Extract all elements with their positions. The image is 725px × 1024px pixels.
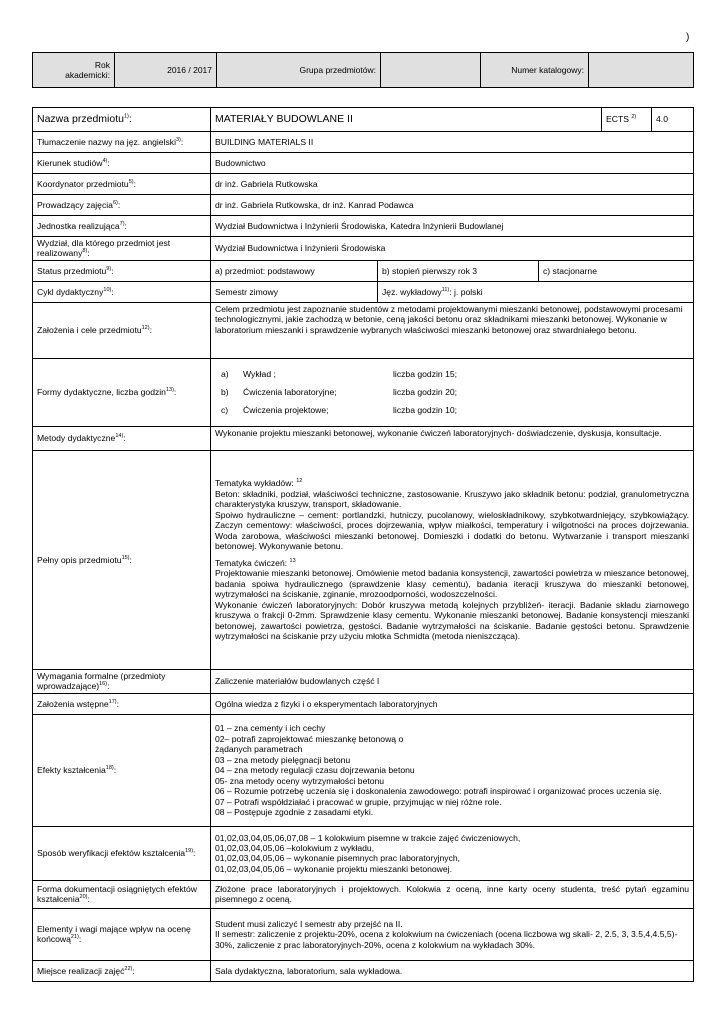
verification-value: 01,02,03,04,05,06,07,08 – 1 kolokwium pisemne w trakcie zajęć ćwiczeniowych, 01,02,03,04,05,06 –kolokwium z wykładu, 01,02,03,04,05,06 – wykonanie pisemnych prac laboratoryjnych, 01,02,03,04,05,06 – wykonanie projektu mieszanki betonowej. [211,826,694,880]
english-name-value: BUILDING MATERIALS II [211,132,694,153]
subject-group-label: Grupa przedmiotów: [217,53,381,88]
lectures-topics-text: Beton: składniki, podział, właściwości techniczne, zastosowanie. Kruszywo jako składnik betonu: podział, granulometryczna charakterystyka kruszyw, transport, składowanie. Spoiwo hydrauliczne – cement: portlandzki, hutniczy, pucolanowy, wieloskładnikowy, szybkotwardniejący, szybkowiążący. Zaczyn cementowy: właściwości, proces dojrzewania, wpływ miałkości, temperatury i wilgotności na proces dojrzewania. Woda zarobowa, właściwości mieszanki betonowej. Domieszki i dodatki do betonu. Wytwarzanie i transport mieszanki betonowej. Wykonywanie betonu. [215,488,690,552]
cycle-value: Semestr zimowy [211,281,378,302]
forms-list [211,358,694,426]
field-of-study-value: Budownictwo [211,153,694,174]
faculty-label: Wydział, dla którego przedmiot jest realizowany [37,238,171,259]
location-label: Miejsce realizacji zajęć [37,965,125,976]
catalog-number-value [589,53,694,88]
language-value: : j. polski [449,286,483,297]
prerequisites-label: Założenia wstępne [37,698,109,709]
learning-outcomes-label: Efekty kształcenia [37,765,106,776]
aims-value: Celem przedmiotu jest zapoznanie studentów z metodami projektowanymi mieszanki betonowej, podstawowymi procesami technologicznymi, jakie zachodzą w betonie, ceną jakości betonu oraz składnikami mieszanki betonowej. Wykonanie w laboratorium mieszanki i sprawdzenie wybranych właściwości mieszanki betonowej oraz stwardniałego betonu. [211,302,694,358]
exercises-topics-title: Tematyka ćwiczeń: [215,557,290,568]
subject-name-value: MATERIAŁY BUDOWLANE II [211,108,602,132]
cycle-label: Cykl dydaktyczny [37,286,104,297]
forms-item: a) Wykład ; liczba godzin 15; [221,369,458,380]
subject-name-label: Nazwa przedmiotu [37,113,124,126]
field-of-study-label: Kierunek studiów [37,157,103,168]
subject-group-value [381,53,481,88]
subject-name-row: Nazwa przedmiotu$^{1)}$: MATERIAŁY BUDOWLANE II ECTS $^{2)}$ 4.0 [33,108,694,132]
syllabus-table: Nazwa przedmiotu$^{1)}$: MATERIAŁY BUDOWLANE II ECTS $^{2)}$ 4.0 Tłumaczenie nazwy na jęz. angielski$^{3)}$: BUILDING MATERIALS II Kierunek studiów$^{4)}$: Budownictwo Koordynator przedmiotu$^{5)}$: dr inż. Gabriela Rutkowska Prowadzący zajęcia$^{6)}$: dr inż. Gabriela Rutkowska, dr inż. Kanrad Podawca Jednostka realizująca$^{7)}$: Wydział Budownictwa i Inżynierii Środowiska, Katedra Inżynierii Budowlanej Wydział, dla którego przedmiot jest realizowany$^{8)}$: Wydział Budownictwa i Inżynierii Środowiska Status przedmiotu$^{9)}$: a) przedmiot: podstawowy b) stopień pierwszy rok 3 c) stacjonarne Cykl dydaktyczny$^{10)}$: Semestr zimowy Jęz. wykładowy$^{11)}$: j. polski Założenia i cele przedmiotu$^{12)}$: Celem przedmiotu jest zapoznanie studentów z metodami projektowanymi mieszanki betonowej, podstawowymi procesami technologicznymi, jakie zachodzą w betonie, ceną jakości betonu oraz składnikami mieszanki betonowej. Wykonanie w laboratorium mieszanki i sprawdzenie wybranych właściwości mieszanki betonowej oraz stwardniałego betonu. Formy dydaktyczne, liczba godzin$^{13)}$: a) Wykład ; liczba godzin 15; b) Ćwiczenia laboratoryjne; liczba godzin 20; c) Ćwiczenia projektowe; liczba godzin 10; Metody dydaktyczne$^{14)}$: Wykonanie projektu mieszanki betonowej, wykonanie ćwiczeń laboratoryjnych- doświadczenie, dyskusja, konsultacje. Pełny opis przedmiotu$^{15)}$: Tematyka wykładów: $^{12}$ Beton: składniki, podział, właściwości techniczne, zastosowanie. Kruszywo jako składnik betonu: podział, granulometryczna charakterystyka kruszyw, transport, składowanie. Spoiwo hydrauliczne – cement: portlandzki, hutniczy, pucolanowy, wieloskładnikowy, szybkotwardniejący, szybkowiążący. Zaczyn cementowy: właściwości, proces dojrzewania, wpływ miałkości, temperatury i wilgotności na proces dojrzewania. Woda zarobowa, właściwości mieszanki betonowej. Domieszki i dodatki do betonu. Wytwarzanie i transport mieszanki betonowej. Wykonywanie betonu. Tematyka ćwiczeń: $^{13}$ Projektowanie mieszanki betonowej. Omówienie metod badania konsystencji, zawartości powietrza w mieszance betonowej, badania spoiwa hydraulicznego (sprawdzenie klasy cementu), badania iteracji kruszywa do mieszanki betonowej, wytrzymałości na ściskanie, zginanie, mrozoodporności, wodoszczelności. Wykonanie ćwiczeń laboratoryjnych: Dobór kruszywa metodą kolejnych przybliżeń- iteracji. Badanie składu ziarnowego kruszywa o frakcji 0-2mm. Sprawdzenie klasy cementu. Wykonanie mieszanki betonowej. Badanie konsystencji mieszanki betonowej, zawartości powietrza, gęstości. Badanie wytrzymałości na ściskanie. Badanie gęstości betonu. Sprawdzenie wytrzymałości na ściskanie przy użyciu młotka Schmidta (metoda nieniszcząca). Wymagania formalne (przedmioty wprowadzające)$^{16)}$: Zaliczenie materiałów budowlanych część I Założenia wstępne$^{17)}$: Ogólna wiedza z fizyki i o eksperymentach laboratoryjnych Efekty kształcenia$^{18)}$: 01 – zna cementy i ich cechy 02– potrafi zaprojektować mieszankę betonową o żądanych parametrach 03 – zna metody pielęgnacji betonu 04 – zna metody regulacji czasu dojrzewania betonu 05- zna metody oceny wytrzymałości betonu 06 – Rozumie potrzebę uczenia się i doskonalenia zawodowego: potrafi inspirować i organizować proces uczenia się. 07 – Potrafi współdziałać i pracować w grupie, przyjmując w niej różne role. 08 – Postępuje zgodnie z zasadami etyki. Sposób weryfikacji efektów kształcenia$^{19)}$: 01,02,03,04,05,06,07,08 – 1 kolokwium pisemne w trakcie zajęć ćwiczeniowych, 01,02,03,04,05,06 –kolokwium z wykładu, 01,02,03,04,05,06 – wykonanie pisemnych prac laboratoryjnych, 01,02,03,04,05,06 – wykonanie projektu mieszanki betonowej. Forma dokumentacji osiągniętych efektów kształcenia$^{20)}$: Złożone prace laboratoryjnych i projektowych. Kolokwia z oceną, inne karty oceny studenta, treść pytań egzaminu pisemnego z oceną. Elementy i wagi mające wpływ na ocenę końcową$^{21)}$: Student musi zaliczyć I semestr aby przejść na II. II semestr: zaliczenie z projektu-20%, ocena z kolokwium na ćwiczeniach (ocena liczbowa wg skali- 2, 2.5, 3, 3.5,4,4.5,5)- 30%, zaliczenie z prac laboratoryjnych-20%, ocena z kolokwium na wykładach 30%. Miejsce realizacji zajęć$^{22)}$: Sala dydaktyczna, laboratorium, sala wykładowa. [32,107,694,982]
requirements-value: Zaliczenie materiałów budowlanych część I [211,669,694,693]
english-name-label: Tłumaczenie nazwy na jęz. angielski [37,136,176,147]
status-b: b) stopień pierwszy rok 3 [378,260,539,281]
header-table [32,52,694,88]
corner-mark: ) [686,32,690,43]
aims-label: Założenia i cele przedmiotu [37,325,142,336]
ects-value: 4.0 [652,108,694,132]
documentation-label: Forma dokumentacji osiągniętych efektów kształcenia [37,883,198,905]
catalog-number-label: Numer katalogowy: [481,53,589,88]
forms-item: b) Ćwiczenia laboratoryjne; liczba godzin 20; [221,387,458,398]
learning-outcomes-value: 01 – zna cementy i ich cechy 02– potrafi zaprojektować mieszankę betonową o żądanych parametrach 03 – zna metody pielęgnacji betonu 04 – zna metody regulacji czasu dojrzewania betonu 05- zna metody oceny wytrzymałości betonu 06 – Rozumie potrzebę uczenia się i doskonalenia zawodowego: potrafi inspirować i organizować proces uczenia się. 07 – Potrafi współdziałać i pracować w grupie, przyjmując w niej różne role. 08 – Postępuje zgodnie z zasadami etyki. [211,714,694,826]
forms-item: c) Ćwiczenia projektowe; liczba godzin 10; [221,405,458,416]
academic-year-value: 2016 / 2017 [115,53,217,88]
lectures-topics-title: Tematyka wykładów: [215,478,297,489]
coordinator-label: Koordynator przedmiotu [37,178,129,189]
exercises-topics-text: Projektowanie mieszanki betonowej. Omówienie metod badania konsystencji, zawartości powietrza w mieszance betonowej, badania spoiwa hydraulicznego (sprawdzenie klasy cementu), badania iteracji kruszywa do mieszanki betonowej, wytrzymałości na ściskanie, zginanie, mrozoodporności, wodoszczelności. Wykonanie ćwiczeń laboratoryjnych: Dobór kruszywa metodą kolejnych przybliżeń- iteracji. Badanie składu ziarnowego kruszywa o frakcji 0-2mm. Sprawdzenie klasy cementu. Wykonanie mieszanki betonowej. Badanie konsystencji mieszanki betonowej, zawartości powietrza, gęstości. Badanie wytrzymałości na ściskanie. Badanie gęstości betonu. Sprawdzenie wytrzymałości na ściskanie przy użyciu młotka Schmidta (metoda nieniszcząca). [215,568,690,642]
unit-value: Wydział Budownictwa i Inżynierii Środowiska, Katedra Inżynierii Budowlanej [211,216,694,237]
faculty-value: Wydział Budownictwa i Inżynierii Środowiska [211,237,694,261]
description-label: Pełny opis przedmiotu [37,554,122,565]
unit-label: Jednostka realizująca [37,220,120,231]
academic-year-label: Rok akademicki: [33,53,115,88]
description-value: Tematyka wykładów: $^{12}$ Beton: składniki, podział, właściwości techniczne, zastosowanie. Kruszywo jako składnik betonu: podział, granulometryczna charakterystyka kruszyw, transport, składowanie. Spoiwo hydrauliczne – cement: portlandzki, hutniczy, pucolanowy, wieloskładnikowy, szybkotwardniejący, szybkowiążący. Zaczyn cementowy: właściwości, proces dojrzewania, wpływ miałkości, temperatury i wilgotności na proces dojrzewania. Woda zarobowa, właściwości mieszanki betonowej. Domieszki i dodatki do betonu. Wytwarzanie i transport mieszanki betonowej. Wykonywanie betonu. Tematyka ćwiczeń: $^{13}$ Projektowanie mieszanki betonowej. Omówienie metod badania konsystencji, zawartości powietrza w mieszance betonowej, badania spoiwa hydraulicznego (sprawdzenie klasy cementu), badania iteracji kruszywa do mieszanki betonowej, wytrzymałości na ściskanie, zginanie, mrozoodporności, wodoszczelności. Wykonanie ćwiczeń laboratoryjnych: Dobór kruszywa metodą kolejnych przybliżeń- iteracji. Badanie składu ziarnowego kruszywa o frakcji 0-2mm. Sprawdzenie klasy cementu. Wykonanie mieszanki betonowej. Badanie konsystencji mieszanki betonowej, zawartości powietrza, gęstości. Badanie wytrzymałości na ściskanie. Badanie gęstości betonu. Sprawdzenie wytrzymałości na ściskanie przy użyciu młotka Schmidta (metoda nieniszcząca). [211,450,694,669]
grading-label: Elementy i wagi mające wpływ na ocenę końcową [37,923,191,945]
lecturers-value: dr inż. Gabriela Rutkowska, dr inż. Kanrad Podawca [211,195,694,216]
status-c: c) stacjonarne [539,260,694,281]
grading-value: Student musi zaliczyć I semestr aby przejść na II. II semestr: zaliczenie z projektu-20%, ocena z kolokwium na ćwiczeniach (ocena liczbowa wg skali- 2, 2.5, 3, 3.5,4,4.5,5)- 30%, zaliczenie z prac laboratoryjnych-20%, ocena z kolokwium na wykładach 30%. [211,908,694,960]
status-label: Status przedmiotu [37,265,107,276]
ects-label: ECTS [606,114,629,125]
verification-label: Sposób weryfikacji efektów kształcenia [37,848,186,859]
coordinator-value: dr inż. Gabriela Rutkowska [211,174,694,195]
methods-value: Wykonanie projektu mieszanki betonowej, wykonanie ćwiczeń laboratoryjnych- doświadczenie, dyskusja, konsultacje. [211,426,694,450]
forms-label: Formy dydaktyczne, liczba godzin [37,387,166,398]
lecturers-label: Prowadzący zajęcia [37,199,113,210]
requirements-label: Wymagania formalne (przedmioty wprowadzające) [37,670,166,692]
language-label: Jęz. wykładowy [382,286,442,297]
location-value: Sala dydaktyczna, laboratorium, sala wykładowa. [211,960,694,981]
prerequisites-value: Ogólna wiedza z fizyki i o eksperymentach laboratoryjnych [211,693,694,714]
methods-label: Metody dydaktyczne [37,433,116,444]
status-a: a) przedmiot: podstawowy [211,260,378,281]
documentation-value: Złożone prace laboratoryjnych i projektowych. Kolokwia z oceną, inne karty oceny studenta, treść pytań egzaminu pisemnego z oceną. [211,880,694,908]
